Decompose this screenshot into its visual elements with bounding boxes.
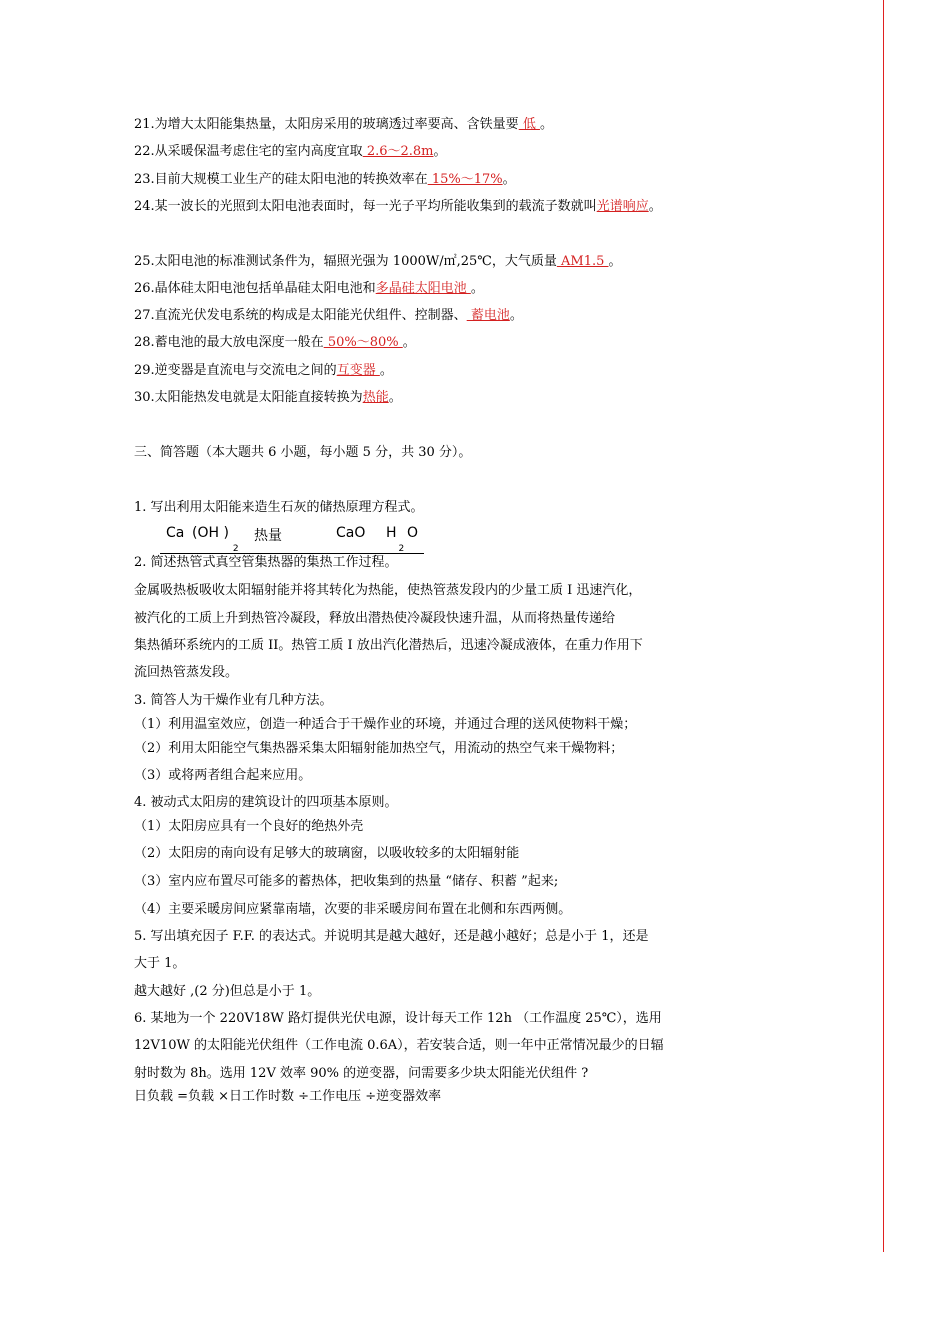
answer-text-line: 越大越好 ,(2 分)但总是小于 1。	[134, 984, 321, 999]
eq-cao: CaO	[336, 525, 366, 541]
fill-item-25: 25.太阳电池的标准测试条件为，辐照光强为 1000W/㎡,25℃，大气质量 AM1.5 。	[134, 254, 622, 269]
question-6-title-cont: 射时数为 8h。选用 12V 效率 90% 的逆变器，问需要多少块太阳能光伏组件 ?	[134, 1066, 589, 1081]
answer-28: 50%～80%	[323, 335, 403, 350]
answer-29: 互变器	[336, 363, 380, 378]
equation	[160, 521, 424, 554]
question-3-title: 3. 简答人为干燥作业有几种方法。	[134, 693, 333, 708]
fill-item-26: 26.晶体硅太阳电池包括单晶硅太阳电池和多晶硅太阳电池 。	[134, 281, 484, 296]
answer-27: 蓄电池	[466, 308, 510, 323]
fill-item-21: 21.为增大太阳能集热量，太阳房采用的玻璃透过率要高、含铁量要 低 。	[134, 117, 553, 132]
question-6-title-cont: 12V10W 的太阳能光伏组件（工作电流 0.6A），若安装合适，则一年中正常情况最少的日辐	[134, 1038, 664, 1053]
answer-text-line: （3）或将两者组合起来应用。	[134, 768, 312, 783]
eq-h: $H_2$	[386, 525, 405, 554]
fill-item-27: 27.直流光伏发电系统的构成是太阳能光伏组件、控制器、 蓄电池。	[134, 308, 523, 323]
eq-oh: (OH )$_2$	[192, 525, 239, 554]
answer-text-line: 集热循环系统内的工质 II。热管工质 I 放出汽化潜热后，迅速冷凝成液体，在重力作用下	[134, 638, 643, 653]
fill-item-23: 23.目前大规模工业生产的硅太阳电池的转换效率在 15%～17%。	[134, 172, 516, 187]
eq-ca: Ca	[166, 525, 185, 541]
answer-text-line: （4）主要采暖房间应紧靠南墙，次要的非采暖房间布置在北侧和东西两侧。	[134, 902, 572, 917]
answer-30: 热能	[362, 390, 389, 405]
answer-23: 15%～17%	[427, 172, 503, 187]
answer-text-line: （2）利用太阳能空气集热器采集太阳辐射能加热空气，用流动的热空气来干燥物料；	[134, 741, 624, 756]
margin-rule	[883, 0, 884, 1252]
answer-25: AM1.5	[556, 254, 609, 269]
answer-24: 光谱响应	[596, 199, 649, 214]
answer-text-line: （2）太阳房的南向设有足够大的玻璃窗，以吸收较多的太阳辐射能	[134, 846, 520, 861]
answer-21: 低	[518, 117, 540, 132]
answer-26: 多晶硅太阳电池	[375, 281, 471, 296]
answer-text-line: （1）太阳房应具有一个良好的绝热外壳	[134, 819, 364, 834]
eq-o: O	[407, 525, 419, 541]
answer-22: 2.6～2.8m	[362, 144, 434, 159]
section-title: 三、简答题（本大题共 6 小题，每小题 5 分，共 30 分）。	[134, 445, 472, 460]
answer-text-line: 流回热管蒸发段。	[134, 665, 239, 680]
question-1-title: 1. 写出利用太阳能来造生石灰的储热原理方程式。	[134, 500, 424, 515]
answer-formula: 日负载 =负载 ×日工作时数 ÷工作电压 ÷逆变器效率	[134, 1089, 442, 1104]
fill-item-28: 28.蓄电池的最大放电深度一般在 50%～80% 。	[134, 335, 416, 350]
answer-text-line: 被汽化的工质上升到热管冷凝段，释放出潜热使冷凝段快速升温，从而将热量传递给	[134, 611, 616, 626]
fill-item-30: 30.太阳能热发电就是太阳能直接转换为热能。	[134, 390, 402, 405]
answer-text-line: 金属吸热板吸收太阳辐射能并将其转化为热能，使热管蒸发段内的少量工质 I 迅速汽化，	[134, 583, 642, 598]
fill-item-22: 22.从采暖保温考虑住宅的室内高度宜取 2.6～2.8m。	[134, 144, 447, 159]
question-5-title: 5. 写出填充因子 F.F. 的表达式。并说明其是越大越好，还是越小越好；总是小于 1，还是	[134, 929, 649, 944]
answer-text-line: （3）室内应布置尽可能多的蓄热体，把收集到的热量 “储存、积蓄 ”起来;	[134, 874, 559, 889]
question-4-title: 4. 被动式太阳房的建筑设计的四项基本原则。	[134, 795, 398, 810]
eq-heat: 热量	[254, 528, 282, 544]
fill-item-29: 29.逆变器是直流电与交流电之间的互变器 。	[134, 363, 393, 378]
question-2-title: 2. 简述热管式真空管集热器的集热工作过程。	[134, 555, 398, 570]
answer-text-line: （1）利用温室效应，创造一种适合于干燥作业的环境，并通过合理的送风使物料干燥；	[134, 717, 637, 732]
question-6-title: 6. 某地为一个 220V18W 路灯提供光伏电源，设计每天工作 12h （工作温度 25℃），选用	[134, 1011, 662, 1026]
fill-item-24: 24.某一波长的光照到太阳电池表面时，每一光子平均所能收集到的载流子数就叫光谱响应。	[134, 199, 662, 214]
question-5-title-cont: 大于 1。	[134, 956, 186, 971]
